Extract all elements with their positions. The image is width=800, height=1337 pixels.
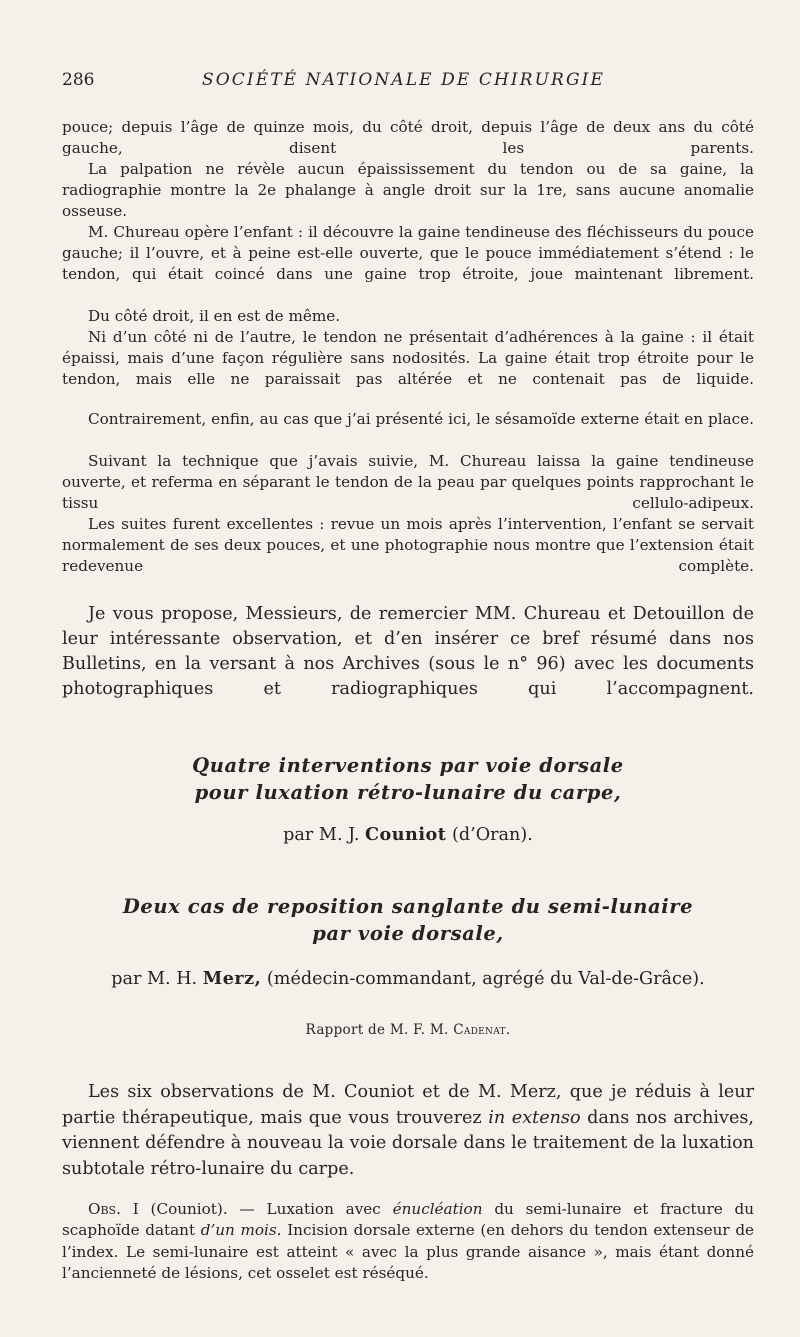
paragraph-sesamoid: Contrairement, enfin, au cas que j’ai présenté ici, le sésamoïde externe était en place. <box>88 410 754 428</box>
running-title: SOCIÉTÉ NATIONALE DE CHIRURGIE <box>202 70 605 90</box>
report-prefix: Rapport de M. F. M. <box>305 1022 449 1038</box>
intro-text-a: Les six observations de M. Couniot et de M. Merz, que je réduis à leur partie thérapeutique, mais que vous trouverez <box>62 1082 754 1128</box>
paragraph-adhesions: Ni d’un côté ni de l’autre, le tendon ne présentait d’adhérences à la gaine : il était épaissi, mais d’une façon régulière sans nodosités. La gaine était trop étroite pour le tendon, mais elle ne paraissait pas altérée et ne contenait pas de liquide. <box>62 328 754 389</box>
intro-italic: in extenso <box>488 1107 581 1128</box>
article-title-line-2: pour luxation rétro-lunaire du carpe, <box>194 781 622 804</box>
obs-italic-b: énucléation <box>392 1200 483 1218</box>
article-title-line-1: Quatre interventions par voie dorsale <box>192 754 624 777</box>
paragraph-results: Les suites furent excellentes : revue un mois après l’intervention, l’enfant se servait normalement de ses deux pouces, et une photographie nous montre que l’extension était redevenue complète. <box>62 515 754 576</box>
reporter-name: Cadenat. <box>453 1022 511 1038</box>
proposal-paragraph: Je vous propose, Messieurs, de remercier MM. Chureau et Detouillon de leur intéressante observation, et d’en insérer ce bref résumé dans nos Bulletins, en la versant à nos Archives (sous le n° 96) avec les documents photographiques et radiographiques qui l’accompagnent. <box>62 604 754 699</box>
report-credit <box>62 1022 754 1038</box>
article-title-line-1: Deux cas de reposition sanglante du semi-lunaire <box>122 895 694 918</box>
article-byline <box>62 967 754 991</box>
intro-text-c: dans nos archives, viennent défendre à nouveau la voie dorsale dans le traitement de la luxation subtotale rétro-lunaire du carpe. <box>62 1107 755 1179</box>
obs-label: Obs. I <box>88 1200 139 1218</box>
author-detail: (médecin-commandant, agrégé du Val-de-Grâce). <box>266 969 705 989</box>
obs-text-c: du semi-lunaire et fracture du scaphoïde datant <box>62 1200 755 1240</box>
page-header <box>62 70 754 96</box>
obs-italic-d: d’un mois. <box>200 1221 282 1240</box>
paragraph-palpation: La palpation ne révèle aucun épaississement du tendon ou de sa gaine, la radiographie montre la 2e phalange à angle droit sur la 1re, sans aucune anomalie osseuse. <box>62 160 754 221</box>
article-byline <box>62 823 754 847</box>
observation-1 <box>62 1199 754 1284</box>
byline-prefix: par M. J. <box>283 825 360 845</box>
paragraph-right-side: Du côté droit, il en est de même. <box>88 307 341 325</box>
author-name: Merz, <box>202 968 262 989</box>
paragraph-continuation: pouce; depuis l’âge de quinze mois, du côté droit, depuis l’âge de deux ans du côté gauche, disent les parents. <box>62 118 754 158</box>
author-place: (d’Oran). <box>451 825 533 845</box>
paragraph-technique: Suivant la technique que j’avais suivie, M. Chureau laissa la gaine tendineuse ouverte, et referma en séparant le tendon de la peau par quelques points rapprochant le tissu cellulo-adipeux. <box>62 452 754 513</box>
page-number: 286 <box>62 70 95 90</box>
paragraph-operation: M. Chureau opère l’enfant : il découvre la gaine tendineuse des fléchisseurs du pouce gauche; il l’ouvre, et à peine est-elle ouverte, que le pouce immédiatement s’étend : le tendon, qui était coincé dans une gaine trop étroite, joue maintenant librement. <box>62 223 754 284</box>
article-title-line-2: par voie dorsale, <box>312 922 504 945</box>
obs-text-e: Incision dorsale externe (en dehors du tendon extenseur de l’index. Le semi-lunaire est atteint « avec la plus grande aisance », mais étant donné l’ancienneté de lésions, cet osselet est réséqué. <box>62 1221 755 1282</box>
byline-prefix: par M. H. <box>111 969 198 989</box>
obs-text-a: (Couniot). — Luxation avec <box>150 1200 381 1218</box>
author-name: Couniot <box>365 824 447 845</box>
intro-paragraph <box>62 1080 754 1182</box>
